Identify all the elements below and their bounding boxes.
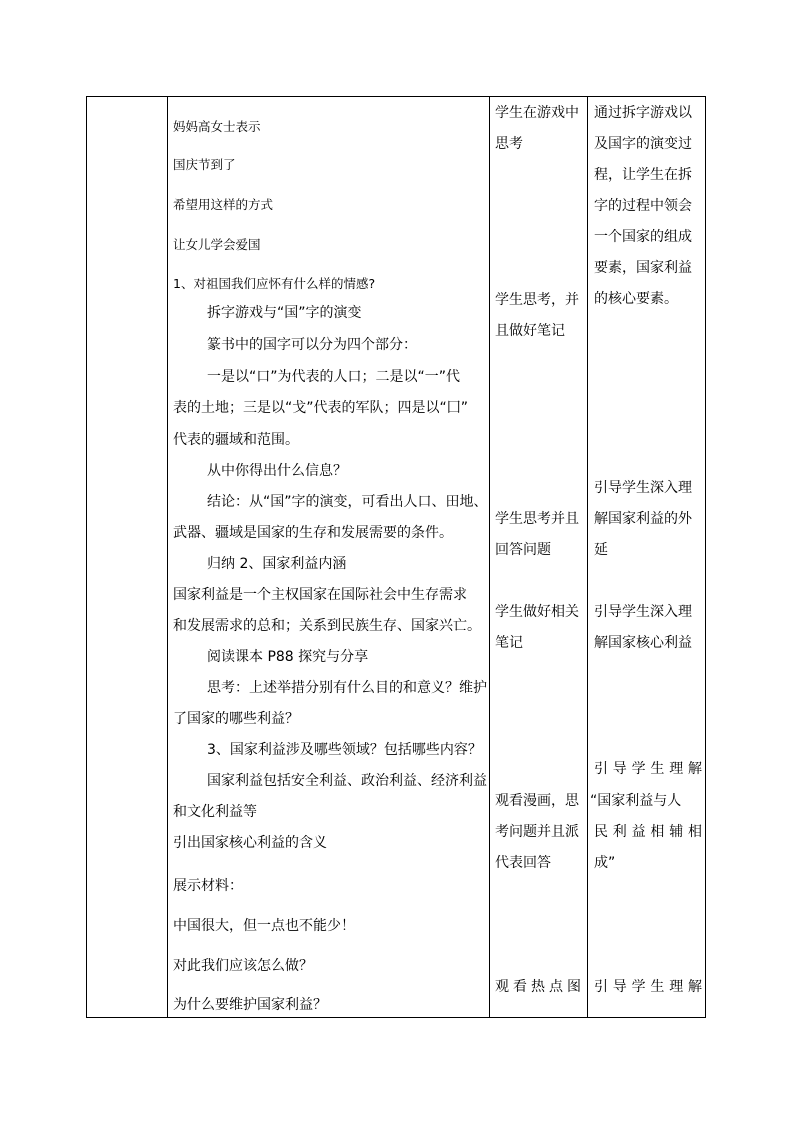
content-line: 国家利益是一个主权国家在国际社会中生存需求 [173, 587, 467, 603]
content-line: 3、国家利益涉及哪些领域？包括哪些内容？ [207, 742, 482, 758]
content-line: 拆字游戏与“国”字的演变 [207, 305, 362, 321]
content-line: 中国很大，但一点也不能少！ [173, 918, 355, 934]
activity-line: 学生做好相关 [495, 604, 579, 620]
activity-line: 笔记 [495, 635, 523, 651]
content-line: 希望用这样的方式 [173, 197, 274, 212]
content-line: 和发展需求的总和；关系到民族生存、国家兴亡。 [173, 618, 481, 634]
content-line: 让女儿学会爱国 [173, 237, 261, 252]
activity-line: 学生思考，并 [495, 292, 579, 308]
intent-line: 的核心要素。 [594, 291, 678, 307]
activity-line: 思考 [495, 136, 523, 152]
intent-line: 通过拆字游戏以 [594, 105, 692, 121]
intent-line: 字的过程中领会 [594, 198, 692, 214]
teaching-content-column [173, 97, 487, 1017]
activity-line: 且做好笔记 [495, 323, 565, 339]
content-line: 思考：上述举措分别有什么目的和意义？维护 [207, 680, 487, 696]
content-line: 1、对祖国我们应怀有什么样的情感? [173, 276, 376, 291]
content-line: 结论：从“国”字的演变，可看出人口、田地、 [207, 494, 488, 510]
content-line: 和文化利益等 [173, 804, 257, 820]
content-line: 对此我们应该怎么做？ [173, 958, 313, 974]
activity-line: 回答问题 [495, 542, 551, 558]
content-line: 从中你得出什么信息？ [207, 463, 347, 479]
activity-line: 观看漫画，思 [495, 793, 579, 809]
intent-line: 民利益相辅相 [594, 824, 702, 840]
intent-line: 程，让学生在拆 [594, 167, 692, 183]
activity-line: 观看热点图 [495, 979, 581, 995]
intent-line: 解国家核心利益 [594, 635, 692, 651]
intent-line: 引导学生深入理 [594, 480, 692, 496]
design-intent-column [590, 97, 704, 1017]
lesson-table [86, 96, 706, 1018]
intent-line: 及国字的演变过 [594, 136, 692, 152]
intent-line: 解国家利益的外 [594, 511, 692, 527]
intent-line: 成” [594, 855, 616, 871]
content-line: 了国家的哪些利益？ [173, 711, 299, 727]
activity-line: 代表回答 [495, 855, 551, 871]
intent-line: 引导学生理解 [594, 979, 702, 995]
student-activity-column [495, 97, 585, 1017]
content-line: 国庆节到了 [173, 157, 236, 172]
activity-line: 学生思考并且 [495, 511, 579, 527]
column-divider [587, 97, 588, 1017]
content-line: 代表的疆域和范围。 [173, 432, 299, 448]
content-line: 国家利益包括安全利益、政治利益、经济利益 [207, 773, 487, 789]
content-line: 为什么要维护国家利益？ [173, 997, 327, 1013]
content-line: 展示材料： [173, 878, 243, 894]
intent-line: 要素，国家利益 [594, 260, 692, 276]
content-line: 篆书中的国字可以分为四个部分： [207, 337, 417, 353]
activity-line: 学生在游戏中 [495, 105, 579, 121]
content-line: 归纳 2、国家利益内涵 [207, 556, 347, 572]
column-divider [167, 97, 168, 1017]
content-line: 阅读课本 P88 探究与分享 [207, 649, 369, 665]
intent-line: 延 [594, 542, 608, 558]
intent-line: 引导学生理解 [594, 761, 702, 777]
content-line: 妈妈高女士表示 [173, 119, 261, 134]
table-column-1 [87, 97, 167, 1017]
content-line: 表的土地；三是以“戈”代表的军队；四是以“囗” [173, 400, 469, 416]
column-divider [489, 97, 490, 1017]
content-line: 一是以“口”为代表的人口；二是以“一”代 [207, 369, 461, 385]
intent-line: 一个国家的组成 [594, 229, 692, 245]
activity-line: 考问题并且派 [495, 824, 579, 840]
content-line: 武器、疆域是国家的生存和发展需要的条件。 [173, 525, 453, 541]
content-line: 引出国家核心利益的含义 [173, 835, 327, 851]
intent-line: “国家利益与人 [590, 793, 682, 809]
intent-line: 引导学生深入理 [594, 604, 692, 620]
